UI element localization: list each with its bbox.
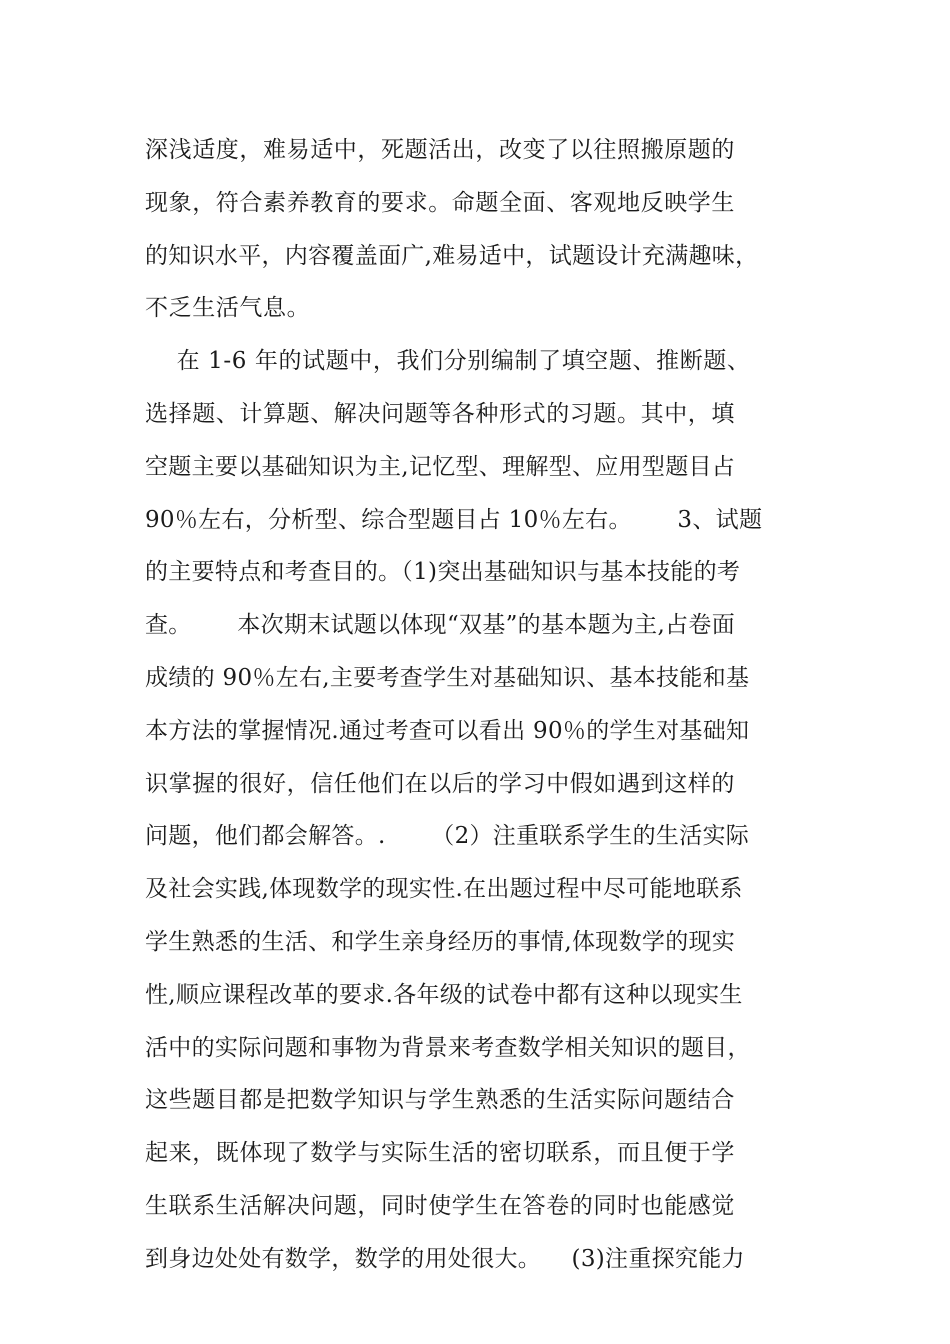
text-line: 90％左右，分析型、综合型题目占 10％左右。 3、试题 — [145, 506, 763, 533]
body-text — [145, 128, 805, 1290]
text-line: 不乏生活气息。 — [145, 295, 311, 322]
text-line: 本方法的掌握情况.通过考查可以看出 90％的学生对基础知 — [145, 717, 750, 744]
text-line: 选择题、计算题、解决问题等各种形式的习题。其中，填 — [145, 400, 735, 427]
text-line: 的知识水平，内容覆盖面广,难易适中，试题设计充满趣味， — [145, 242, 759, 269]
text-line: 生联系生活解决问题，同时使学生在答卷的同时也能感觉 — [145, 1192, 735, 1219]
text-line: 深浅适度，难易适中，死题活出，改变了以往照搬原题的 — [145, 137, 735, 163]
text-line: 问题，他们都会解答。. （2）注重联系学生的生活实际 — [145, 823, 750, 850]
text-line: 查。 本次期末试题以体现“双基”的基本题为主,占卷面 — [145, 612, 735, 639]
text-line: 成绩的 90％左右,主要考查学生对基础知识、基本技能和基 — [145, 664, 750, 691]
text-line: 空题主要以基础知识为主,记忆型、理解型、应用型题目占 — [145, 453, 736, 480]
text-line: 及社会实践,体现数学的现实性.在出题过程中尽可能地联系 — [145, 876, 743, 903]
text-line: 在 1-6 年的试题中，我们分别编制了填空题、推断题、 — [145, 348, 751, 375]
text-line: 性,顺应课程改革的要求.各年级的试卷中都有这种以现实生 — [145, 981, 743, 1008]
text-line: 这些题目都是把数学知识与学生熟悉的生活实际问题结合 — [145, 1087, 735, 1114]
text-line: 现象，符合素养教育的要求。命题全面、客观地反映学生 — [145, 189, 735, 216]
text-line: 学生熟悉的生活、和学生亲身经历的事情,体现数学的现实 — [145, 928, 736, 955]
text-line: 识掌握的很好，信任他们在以后的学习中假如遇到这样的 — [145, 770, 735, 797]
text-line: 到身边处处有数学，数学的用处很大。 (3)注重探究能力 — [145, 1245, 745, 1272]
text-line: 活中的实际问题和事物为背景来考查数学相关知识的题目， — [145, 1034, 751, 1061]
text-line: 的主要特点和考查目的。（1)突出基础知识与基本技能的考 — [145, 559, 741, 586]
text-line: 起来，既体现了数学与实际生活的密切联系，而且便于学 — [145, 1140, 735, 1167]
